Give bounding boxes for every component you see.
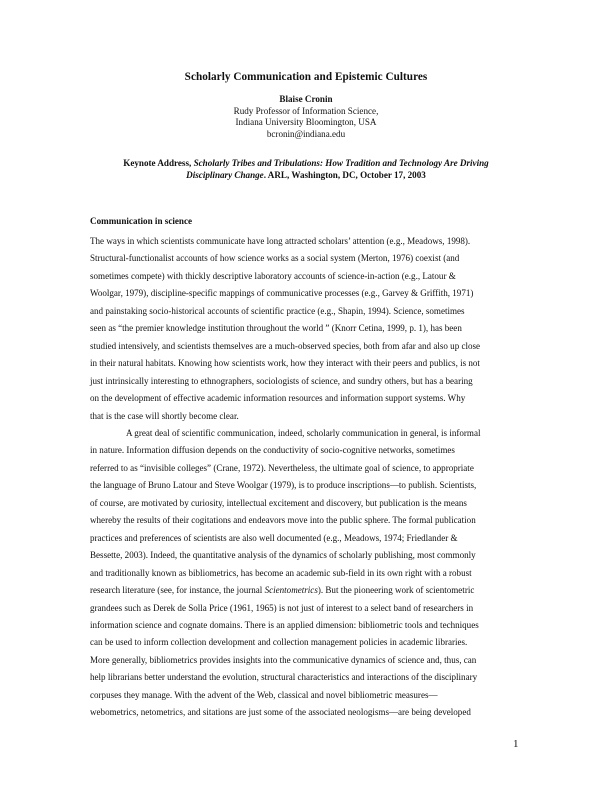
text-line: in nature. Information diffusion depends on the conductivity of socio-cognitive networks, sometimes xyxy=(90,445,455,456)
journal-line-before: research literature (see, for instance, the journal xyxy=(90,585,265,596)
journal-name: Scientometrics xyxy=(264,585,318,596)
text-line: seen as “the premier knowledge institution throughout the world ” (Knorr Cetina, 1999, p. 1), has been xyxy=(90,323,462,334)
keynote-suffix: . ARL, Washington, DC, October 17, 2003 xyxy=(263,170,426,180)
author-affiliation: Indiana University Bloomington, USA xyxy=(235,117,377,127)
text-line: corpuses they manage. With the advent of the Web, classical and novel bibliometric measures— xyxy=(90,689,438,700)
page-number: 1 xyxy=(513,738,519,750)
keynote-title-line1: Scholarly Tribes and Tribulations: How Tradition and Technology Are Driving xyxy=(193,158,489,168)
text-line: The ways in which scientists communicate have long attracted scholars’ attention (e.g., Meadows, 1998). xyxy=(90,236,471,246)
text-line: referred to as “invisible colleges” (Crane, 1972). Nevertheless, the ultimate goal of science, to appropriate xyxy=(90,462,474,473)
author-position: Rudy Professor of Information Science, xyxy=(233,105,379,116)
text-line: More generally, bibliometrics provides insights into the communicative dynamics of science and, thus, can xyxy=(90,654,477,665)
text-line: of course, are motivated by curiosity, intellectual excitement and discovery, but publication is the means xyxy=(90,497,467,508)
text-line: just intrinsically interesting to ethnographers, sociologists of science, and sundry others, but has a bearing xyxy=(90,375,473,386)
keynote-prefix: Keynote Address, xyxy=(123,158,194,168)
text-line: that is the case will shortly become clear. xyxy=(90,410,239,421)
text-line: webometrics, netometrics, and sitations are just some of the associated neologisms—are being developed xyxy=(90,707,471,718)
text-line: practices and preferences of scientists are also well documented (e.g., Meadows, 1974; Friedlander & xyxy=(90,532,458,543)
author-block xyxy=(0,94,612,140)
text-line: studied intensively, and scientists themselves are a much-observed species, both from afar and also up close xyxy=(90,340,481,351)
text-line: can be used to inform collection development and collection management policies in academic libraries. xyxy=(90,637,468,648)
text-line: A great deal of scientific communication, indeed, scholarly communication in general, is informal xyxy=(126,427,481,438)
text-line: help librarians better understand the evolution, structural characteristics and interactions of the disciplinary xyxy=(90,672,478,683)
text-line: grandees such as Derek de Solla Price (1961, 1965) is not just of interest to a select band of researchers in xyxy=(90,602,474,613)
text-line: and traditionally known as bibliometrics, has become an academic sub-field in its own right with a robust xyxy=(90,567,472,578)
text-line: Bessette, 2003). Indeed, the quantitative analysis of the dynamics of scholarly publishing, most commonly xyxy=(90,550,476,561)
text-line: Woolgar, 1979), discipline-specific mappings of communicative processes (e.g., Garvey & Griffith, 1971) xyxy=(90,288,474,299)
keynote-citation xyxy=(98,157,514,181)
document-title: Scholarly Communication and Epistemic Cultures xyxy=(184,71,428,83)
body-text xyxy=(90,233,522,722)
text-line-journal xyxy=(90,582,522,599)
keynote-title-line2: Disciplinary Change xyxy=(186,170,264,180)
text-line: and painstaking socio-historical accounts of scientific practice (e.g., Shapin, 1994). Science, sometimes xyxy=(90,305,465,316)
section-heading: Communication in science xyxy=(90,216,193,226)
text-line: sometimes compete) with thickly descriptive laboratory accounts of science-in-action (e.g., Latour & xyxy=(90,270,456,281)
text-line: Structural-functionalist accounts of how science works as a social system (Merton, 1976) coexist (and xyxy=(90,253,460,264)
author-email: bcronin@indiana.edu xyxy=(266,128,346,139)
author-name: Blaise Cronin xyxy=(279,94,333,104)
paragraph-1 xyxy=(90,233,522,425)
text-line: information science and cognate domains. There is an applied dimension: bibliometric tools and techniques xyxy=(90,619,479,630)
text-line: whereby the results of their cogitations and endeavors move into the public sphere. The formal publication xyxy=(90,515,476,526)
text-line: the language of Bruno Latour and Steve Woolgar (1979), is to produce inscriptions—to publish. Scientists, xyxy=(90,480,477,491)
journal-line-after: ). But the pioneering work of scientometric xyxy=(317,585,475,596)
text-line: in their natural habitats. Knowing how scientists work, how they interact with their peers and publics, is not xyxy=(90,358,480,369)
text-line: on the development of effective academic information resources and information support systems. Why xyxy=(90,393,466,404)
paragraph-2 xyxy=(90,425,522,722)
